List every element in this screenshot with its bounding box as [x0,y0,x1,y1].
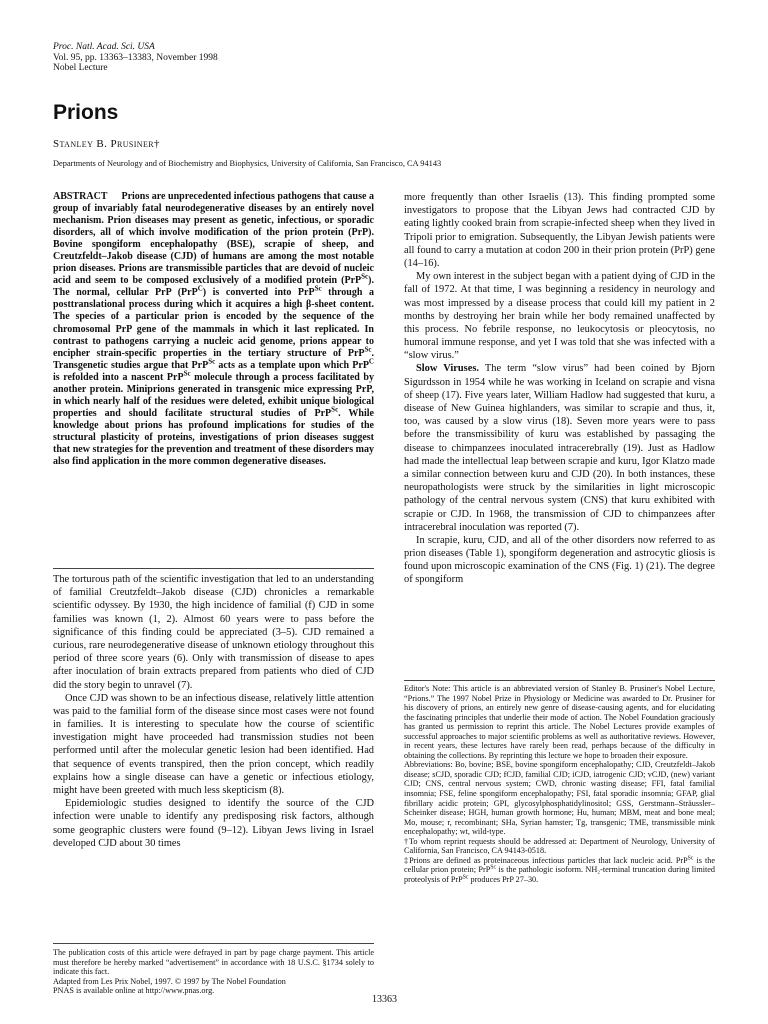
prion-def-sup-3: Sc [462,874,469,881]
article-title: Prions [53,101,119,124]
cost-note: The publication costs of this article were defrayed in part by page charge payment. This article must therefore be hereby marked “advertisement” in accordance with 18 U.S.C. §1734 solely to indicate this fact. [53,948,374,977]
abstract-sup-1: Sc [361,273,369,281]
body-paragraph: In scrapie, kuru, CJD, and all of the other disorders now referred to as prion diseases (Table 1), spongiform degeneration and astrocytic gliosis is found upon microscopic examination of the CNS (Fig. 1) (21). The degree of spongiform [404,534,715,586]
body-paragraph: My own interest in the subject began with a patient dying of CJD in the fall of 1972. At that time, I was beginning a residency in neurology and was most impressed by a disease process that could kill my patient in 2 months by destroying her brain while her body remained unaffected by this process. No febrile response, no leukocytosis or pleocytosis, no humoral immune response, and yet I was told that she was infected with a “slow virus.” [404,271,715,362]
body-paragraph: more frequently than other Israelis (13). This finding prompted some investigators to propose that the Libyan Jews had contracted CJD by eating lightly cooked brain from scrapie-infected sheep when they lived in Tripoli prior to emigration. Subsequently, the Libyan Jewish patients were all found to carry a mutation at codon 200 in their prion protein (PrP) gene (14–16). [404,192,715,269]
abstract-sup-4: Sc [364,345,372,354]
abstract-divider [53,568,374,569]
volume-info: Vol. 95, pp. 13363–13383, November 1998 [53,52,218,63]
prion-def-sup-1: Sc [687,855,694,862]
abstract-text-9: . While knowledge about prions has profound implications for studies of the structural plasticity of proteins, investigations of prion diseases suggest that new strategies for the prevention and treatment of these disorders may also find application in the more common degenerative diseases. [53,407,374,468]
prion-def-sup-2: Sc [490,864,496,871]
prion-def-text-3: is the pathologic isoform. NH₂-terminal truncation during limited proteolysis of PrP [404,865,715,884]
abstract-text-3: ) is converted into PrP [202,287,315,299]
abstract [53,191,374,468]
adapted-note: Adapted from Les Prix Nobel, 1997. © 1997 by The Nobel Foundation [53,976,286,986]
prion-def-text-2: is the cellular prion protein; PrP [404,855,715,875]
editor-note: Editor's Note: This article is an abbreviated version of Stanley B. Prusiner's Nobel Lecture, “Prions.” The 1997 Nobel Prize in Physiology or Medicine was awarded to Dr. Prusiner for his discovery of prions, an entirely new genre of disease-causing agents, and for elucidating the fascinating principles that underlie their mode of action. The Nobel Foundation graciously has granted us permission to reprint this article. The Nobel Lectures provide examples of successful approaches to major scientific problems as well as authoritative reviews. However, in recent years, these lectures have rarely been read, perhaps because of the difficulty in obtaining the collections. By reprinting this lecture we hope to broaden their exposure. [404,684,715,760]
abstract-text-6: acts as a template upon which PrP [215,359,369,371]
abstract-sup-2: C [197,285,203,294]
article-type: Nobel Lecture [53,63,108,73]
abbreviations-note: Abbreviations: Bo, bovine; BSE, bovine spongiform encephalopathy; CJD, Creutzfeldt–Jakob disease; sCJD, sporadic CJD; fCJD, familial CJD; iCJD, iatrogenic CJD; vCJD, (new) variant CJD; CNS, central nervous system; CWD, chronic wasting disease; FFI, fatal familial insomnia; FSE, feline spongiform encephalopathy; FSI, fatal sporadic insomnia; GFAP, glial fibrillary acidic protein; GPI, glycosylphosphatidylinositol; GSS, Gerstmann–Sträussler–Scheinker disease; HGH, human growth hormone; Hu, human; MBM, meat and bone meal; Mo, mouse; r, recombinant; SHa, Syrian hamster; Tg, transgenic; TME, transmissible mink encephalopathy; wt, wild-type. [404,760,715,837]
abstract-sup-5: Sc [208,357,216,366]
masthead [53,42,218,74]
abstract-text-1: Prions are unprecedented infectious pathogens that cause a group of invariably fatal neurodegenerative diseases by an entirely novel mechanism. Prion diseases may present as genetic, infectious, or sporadic disorders, all of which involve modification of the prion protein (PrP). Bovine spongiform encephalopathy (BSE), scrapie of sheep, and Creutzfeldt–Jakob disease (CJD) of humans are among the most notable prion diseases. Prions are transmissible particles that are devoid of nucleic acid and seem to be composed exclusively of a modified protein (PrP [53,191,374,287]
publication-divider [53,943,374,944]
section-text: The term “slow virus” had been coined by Bjorn Sigurdsson in 1954 while he was working in Iceland on scrapie and visna of sheep (17). Five years later, William Hadlow had suggested that kuru, a disease of New Guinea highlanders, was similar to scrapie and thus, it, too, was caused by a slow virus (18). Seven more years were to pass before the transmissibility of kuru was established by passaging the disease to chimpanzees inoculated intracerebrally (19). Just as Hadlow had made the intellectual leap between scrapie and kuru, Igor Klatzo made a similar connection between kuru and CJD (20). In both instances, these neuropathologists were struck by the similarities in light microscopic pathology of the central nervous system (CNS) that kuru exhibited with scrapie or CJD. In 1968, the transmission of CJD to chimpanzees after intracerebral inoculation was reported (7). [404,363,715,533]
prion-definition-note [404,856,715,885]
prion-def-text-1: ‡Prions are defined as proteinaceous infectious particles that lack nucleic acid. PrP [404,855,688,865]
abstract-sup-8: Sc [331,405,339,414]
footnote-divider [404,680,715,681]
page-number: 13363 [372,994,397,1005]
body-paragraph: The torturous path of the scientific investigation that led to an understanding of familial Creutzfeldt–Jakob disease (CJD) chronicles a remarkable scientific odyssey. By 1930, the high incidence of familial (f) CJD in some families was known (1, 2). Almost 60 years were to pass before the significance of this finding could be appreciated (3–5). CJD remained a curious, rare neurodegenerative disease of unknown etiology throughout this period of three score years (6). Only with transmission of disease to apes after inoculation of brain extracts prepared from patients who died of CJD did the story begin to unravel (7). [53,574,374,691]
prion-def-text-4: produces PrP 27–30. [468,874,539,884]
publication-notes [53,948,374,996]
editor-notes [404,684,715,884]
abstract-text-4: through a posttranslational process during which it acquires a high β-sheet content. The species of a particular prion is encoded by the sequence of the chromosomal PrP gene of the mammals in which it last replicated. In contrast to pathogens carrying a nucleic acid genome, prions appear to encipher strain-specific properties in the tertiary structure of PrP [53,287,374,359]
author-name: Stanley B. Prusiner† [53,138,160,150]
body-paragraph: Once CJD was shown to be an infectious disease, relatively little attention was paid to the familial form of the disease since most cases were not found in families. It is interesting to speculate how the course of scientific investigation might have proceeded had transmission studies not been performed until after the molecular genetic lesion had been identified. Had that sequence of events transpired, then the prion concept, which readily explains how a single disease can have a genetic or infectious etiology, might have been greeted with much less skepticism (8). [53,692,374,796]
abstract-text-5: . Transgenetic studies argue that PrP [53,347,374,371]
section-heading: Slow Viruses. [416,363,479,375]
body-paragraph [404,362,715,533]
abstract-text-8: molecule through a process facilitated by another protein. Miniprions generated in transgenic mice expressing PrP, in which nearly half of the residues were deleted, exhibit unique biological properties and should facilitate structural studies of PrP [53,371,374,419]
online-note: PNAS is available online at http://www.pnas.org. [53,986,215,996]
abstract-text-7: is refolded into a nascent PrP [53,371,184,383]
abstract-sup-7: Sc [183,369,191,378]
body-left-column [53,573,374,850]
journal-name: Proc. Natl. Acad. Sci. USA [53,42,155,52]
abstract-label: ABSTRACT [53,191,108,202]
body-right-column [404,191,715,587]
author-affiliation: Departments of Neurology and of Biochemistry and Biophysics, University of California, San Francisco, CA 94143 [53,159,442,168]
abstract-sup-6: C [368,357,374,366]
abstract-sup-3: Sc [314,285,322,294]
abstract-text-2: ). The normal, cellular PrP (PrP [53,275,374,299]
body-paragraph: Epidemiologic studies designed to identify the source of the CJD infection were unable to identify any predisposing risk factors, although some geographic clusters were found (9–12). Libyan Jews living in Israel developed CJD about 30 times [53,798,374,849]
reprint-note: †To whom reprint requests should be addressed at: Department of Neurology, University of California, San Francisco, CA 94143-0518. [404,836,715,856]
